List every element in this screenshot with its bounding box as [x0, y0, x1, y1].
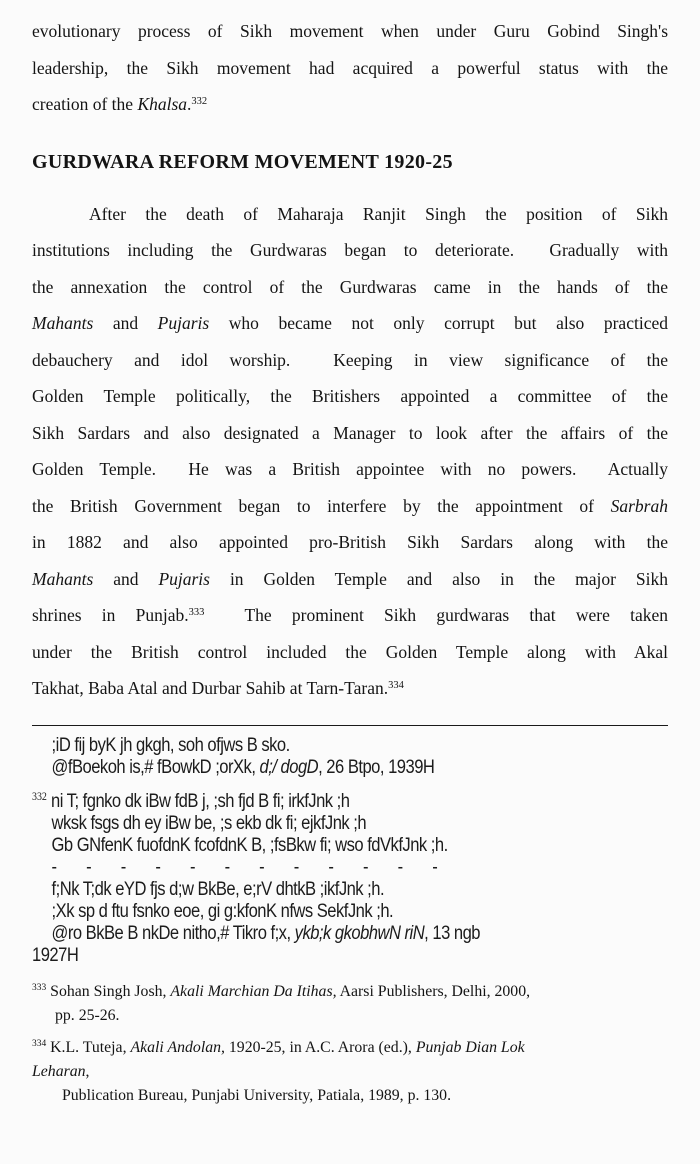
text-segment: Mahants — [32, 568, 94, 589]
paragraph-2 — [32, 196, 668, 707]
text-segment: Pujaris — [157, 313, 210, 333]
text-segment: leadership, the Sikh movement had acquired a powerful status with the — [32, 57, 668, 78]
footnote-ref: 334 — [388, 680, 404, 692]
text-segment: wksk fsgs dh ey iBw be, ;s ekb dk fi; ejkfJnk ;h — [51, 811, 367, 834]
text-segment: Akali Marchian Da Itihas, — [170, 982, 337, 1000]
text-segment: . — [187, 94, 192, 114]
text-segment: in Golden Temple and also in the major Sikh — [209, 568, 668, 589]
text-line — [32, 980, 668, 1004]
text-line — [32, 86, 668, 123]
text-segment: Golden Temple. He was a British appointee with no powers. Actually — [32, 459, 668, 479]
text-line — [32, 756, 573, 778]
text-line — [32, 878, 573, 900]
text-segment: who became not only corrupt but also practiced — [209, 313, 668, 333]
text-segment: the British Government began to interfere by the appointment of — [32, 495, 611, 516]
text-segment: Khalsa — [137, 94, 188, 114]
text-segment: Gb GNfenK fuofdnK fcofdnK B, ;fsBkw fi; wso fdVkfJnk ;h. — [51, 833, 448, 856]
text-segment: , 26 Btpo, 1939H — [318, 755, 435, 778]
text-segment: Mahants — [32, 313, 94, 333]
text-line — [32, 834, 573, 856]
text-segment: After the death of Maharaja Ranjit Singh the position of Sikh — [89, 203, 668, 224]
text-line — [32, 790, 573, 812]
text-line — [32, 634, 668, 671]
text-line — [32, 196, 668, 233]
footnote-ref: 333 — [188, 607, 205, 619]
section-heading: GURDWARA REFORM MOVEMENT 1920-25 — [32, 150, 453, 173]
footnote-333 — [32, 980, 668, 1028]
text-segment: creation of the — [32, 94, 138, 114]
text-segment: and — [93, 313, 158, 333]
text-line — [32, 232, 668, 269]
footnote-332 — [32, 790, 668, 966]
text-line — [32, 944, 573, 966]
text-segment: Leharan — [32, 1062, 86, 1080]
text-segment: ;iD fij byK jh gkgh, soh ofjws B sko. — [51, 733, 290, 756]
text-line — [32, 488, 668, 525]
text-segment: Takhat, Baba Atal and Durbar Sahib at Tarn-Taran. — [32, 678, 389, 698]
text-segment: evolutionary process of Sikh movement when under Guru Gobind Singh's — [32, 21, 668, 41]
text-segment: - - - - - - - - - - - - — [51, 855, 438, 878]
text-line — [32, 1036, 668, 1060]
text-line — [32, 734, 573, 756]
text-segment: , 13 ngb — [424, 921, 481, 944]
text-segment: Sarbrah — [610, 495, 668, 516]
text-segment: Sohan Singh Josh, — [46, 982, 171, 1000]
text-segment: K.L. Tuteja, — [46, 1038, 131, 1056]
text-segment: @fBoekoh is,# fBowkD ;orXk, — [51, 755, 260, 778]
text-segment: pp. 25-26. — [55, 1006, 120, 1024]
text-segment: The prominent Sikh gurdwaras that were taken — [204, 605, 668, 625]
footnote-ref: 333 — [32, 983, 47, 994]
text-line — [32, 1004, 668, 1028]
text-line — [32, 1084, 668, 1108]
text-segment: f;Nk T;dk eYD fjs d;w BkBe, e;rV dhtkB ;ikfJnk ;h. — [51, 877, 385, 900]
footnote-separator — [32, 725, 668, 726]
text-segment: d;/ dogD — [259, 755, 319, 778]
text-segment: Akali Andolan, — [130, 1038, 225, 1056]
footnote-ref: 334 — [32, 1039, 47, 1050]
text-segment: ;Xk sp d ftu fsnko eoe, gi g:kfonK nfws SekfJnk ;h. — [51, 899, 394, 922]
text-line — [32, 900, 573, 922]
text-line — [32, 342, 668, 379]
text-line — [32, 1060, 668, 1084]
text-line — [32, 597, 668, 634]
footnote-ref: 332 — [32, 790, 47, 804]
text-line — [32, 561, 668, 598]
text-line — [32, 922, 573, 944]
text-line — [32, 378, 668, 415]
text-segment: institutions including the Gurdwaras began to deteriorate. Gradually with — [32, 240, 668, 260]
text-segment: Golden Temple politically, the Britishers appointed a committee of the — [32, 386, 668, 406]
text-line — [32, 269, 668, 306]
text-line — [32, 13, 668, 50]
text-line — [32, 524, 668, 561]
text-line — [32, 670, 668, 707]
text-line — [32, 50, 668, 87]
text-segment: in 1882 and also appointed pro-British Sikh Sardars along with the — [32, 532, 668, 552]
paragraph-1 — [32, 13, 668, 123]
text-line — [32, 415, 668, 452]
text-segment: Pujaris — [158, 568, 210, 589]
text-line — [32, 812, 573, 834]
text-segment: the annexation the control of the Gurdwaras came in the hands of the — [32, 276, 668, 297]
text-segment: @ro BkBe B nkDe nitho,# Tikro f;x, — [51, 921, 295, 944]
text-segment: and — [93, 568, 159, 589]
text-segment: Punjab Dian Lok — [415, 1038, 525, 1056]
text-segment: Publication Bureau, Punjabi University, Patiala, 1989, p. 130. — [62, 1086, 452, 1104]
footnote-continuation-gurmukhi — [32, 734, 668, 778]
text-segment: under the British control included the Golden Temple along with Akal — [32, 641, 668, 662]
text-segment: Aarsi Publishers, Delhi, 2000, — [336, 982, 531, 1000]
text-segment: Sikh Sardars and also designated a Manager to look after the affairs of the — [32, 422, 668, 443]
text-segment: ykb;k gkobhwN riN — [294, 921, 425, 944]
text-line — [32, 305, 668, 342]
text-segment: 1920-25, in A.C. Arora (ed.), — [224, 1038, 416, 1056]
text-segment: ni T; fgnko dk iBw fdB j, ;sh fjd B fi; irkfJnk ;h — [46, 789, 350, 812]
text-segment: , — [85, 1062, 90, 1080]
text-line — [32, 856, 573, 878]
footnote-ref: 332 — [191, 96, 208, 108]
text-segment: debauchery and idol worship. Keeping in view significance of the — [32, 349, 668, 370]
footnote-334 — [32, 1036, 668, 1108]
text-segment: shrines in Punjab. — [32, 605, 189, 625]
text-line — [32, 451, 668, 488]
text-segment: 1927H — [32, 943, 79, 966]
